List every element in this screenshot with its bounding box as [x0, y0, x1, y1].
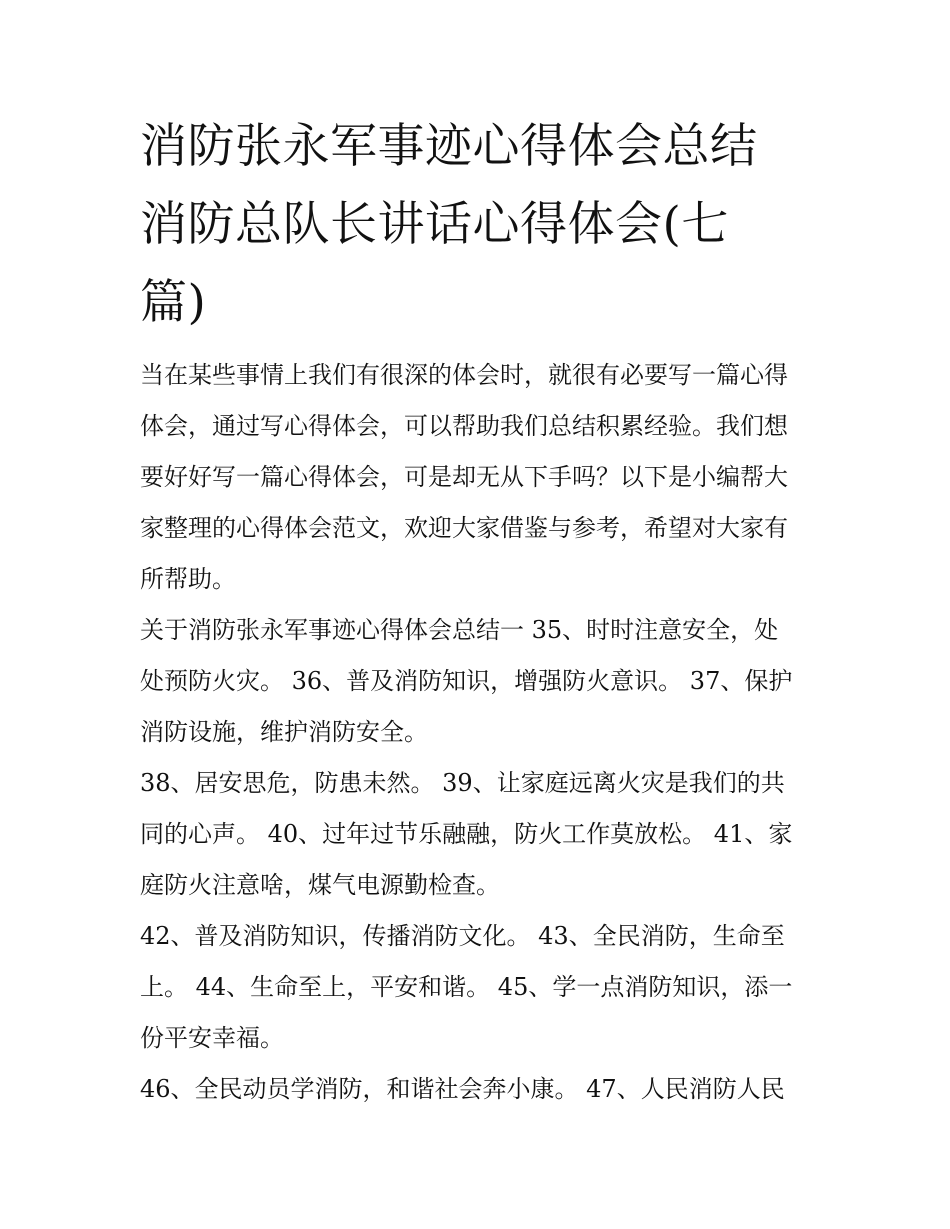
text-line: 份平安幸福。 [140, 1024, 284, 1052]
text-line: 关于消防张永军事迹心得体会总结一 35、时时注意安全，处 [140, 616, 779, 644]
body-paragraph-3 [140, 911, 820, 1064]
text-line: 上。 44、生命至上，平安和谐。 45、学一点消防知识，添一 [140, 973, 793, 1001]
text-line: 42、普及消防知识，传播消防文化。 43、全民消防，生命至 [140, 922, 785, 950]
text-line: 38、居安思危，防患未然。 39、让家庭远离火灾是我们的共 [140, 769, 785, 797]
title-line: 消防张永军事迹心得体会总结 [140, 119, 758, 174]
document-page [140, 108, 820, 1115]
text-line: 当在某些事情上我们有很深的体会时，就很有必要写一篇心得 [140, 361, 788, 389]
text-line: 46、全民动员学消防，和谐社会奔小康。 47、人民消防人民 [140, 1075, 785, 1103]
text-line: 要好好写一篇心得体会，可是却无从下手吗？以下是小编帮大 [140, 463, 788, 491]
text-line: 体会，通过写心得体会，可以帮助我们总结积累经验。我们想 [140, 412, 788, 440]
title-line: 消防总队长讲话心得体会(七 [140, 197, 729, 252]
text-line: 家整理的心得体会范文，欢迎大家借鉴与参考，希望对大家有 [140, 514, 788, 542]
body-paragraph-2 [140, 758, 820, 911]
body-paragraph-4 [140, 1064, 820, 1115]
text-line: 同的心声。 40、过年过节乐融融，防火工作莫放松。 41、家 [140, 820, 793, 848]
body-paragraph-1 [140, 605, 820, 758]
text-line: 所帮助。 [140, 565, 236, 593]
text-line: 庭防火注意啥，煤气电源勤检查。 [140, 871, 500, 899]
intro-paragraph [140, 350, 820, 605]
text-line: 消防设施，维护消防安全。 [140, 718, 428, 746]
title-line: 篇) [140, 275, 207, 330]
text-line: 处预防火灾。 36、普及消防知识，增强防火意识。 37、保护 [140, 667, 793, 695]
document-title [140, 108, 820, 342]
